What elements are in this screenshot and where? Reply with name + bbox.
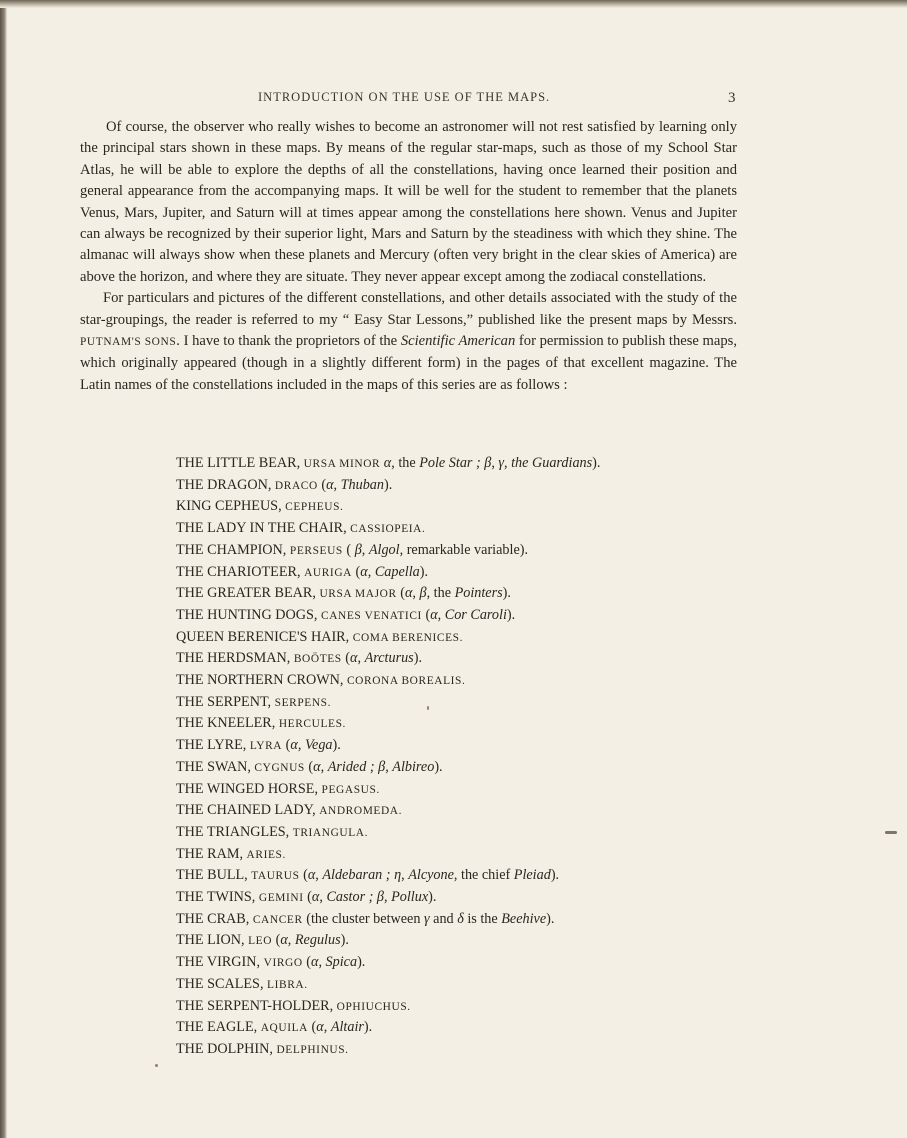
- constellation-name: THE EAGLE,: [176, 1019, 258, 1036]
- latin-name: CANCER: [252, 913, 303, 926]
- note-text: (the cluster between: [306, 910, 424, 927]
- star-name: Pointers: [454, 585, 503, 602]
- note-text: ,: [323, 1019, 331, 1036]
- latin-name: URSA MINOR: [303, 458, 381, 470]
- note-text: ).: [340, 932, 349, 949]
- paper-speck: [155, 1064, 158, 1067]
- latin-name: CASSIOPEIA.: [350, 523, 426, 536]
- constellation-name: THE TRIANGLES,: [176, 823, 290, 840]
- star-name: α: [307, 867, 316, 884]
- star-name: Alcyone: [408, 867, 454, 884]
- constellation-entry: [176, 496, 776, 518]
- constellation-entry: [176, 909, 776, 931]
- latin-name: PERSEUS: [289, 544, 343, 557]
- paragraph-2: [80, 288, 737, 396]
- running-title: INTRODUCTION ON THE USE OF THE MAPS.: [258, 90, 551, 104]
- note-text: ,: [333, 476, 341, 493]
- star-name: Vega: [304, 737, 333, 754]
- note-text: is the: [463, 910, 502, 927]
- note-text: (: [308, 758, 314, 775]
- star-name: Arided ; β: [327, 758, 386, 775]
- paragraph-1: [80, 117, 737, 288]
- latin-name: AURIGA: [304, 566, 352, 579]
- note-text: (: [345, 650, 351, 667]
- latin-name: ANDROMEDA.: [319, 805, 403, 818]
- note-text: , the: [391, 455, 420, 471]
- paragraph-1-text: Of course, the observer who really wishes to become an astronomer will not rest satisfied by learning only the principal stars shown in these maps. By means of the regular star-maps, such as those of my School Star Atlas, he will be able to explore the depths of all the constellations, having once learned their position and general appearance from the accompanying maps. It will be well for the student to remember that the planets Venus, Mars, Jupiter, and Saturn will at times appear among the constellations here shown. Venus and Jupiter can always be recognized by their superior light, Mars and Saturn by the steadiness with which they shine. The almanac will always show when these planets and Mercury (often very bright in the clear skies of America) are above the horizon, and where they are situate. They never appear except among the zodiacal constellations.: [80, 119, 737, 285]
- latin-name: DELPHINUS.: [276, 1043, 349, 1056]
- constellation-entry: [176, 627, 776, 649]
- constellation-entry: [176, 540, 776, 562]
- note-text: ,: [383, 889, 392, 906]
- note-text: (: [355, 563, 361, 580]
- note-text: (: [275, 932, 281, 949]
- constellation-name: THE NORTHERN CROWN,: [176, 672, 344, 689]
- note-text: (: [311, 1019, 317, 1036]
- constellation-entry: [176, 670, 776, 692]
- constellation-entry: [176, 865, 776, 887]
- latin-name: COMA BERENICES.: [352, 631, 464, 644]
- star-name: Pole Star ; β: [419, 455, 492, 471]
- note-text: ).: [546, 910, 555, 927]
- constellation-entry: [176, 1017, 776, 1039]
- note-text: ).: [434, 758, 443, 775]
- paper-mark: [885, 831, 897, 834]
- note-text: ).: [332, 737, 341, 754]
- latin-name: CEPHEUS.: [285, 501, 344, 514]
- constellation-entry: [176, 822, 776, 844]
- constellation-name: THE TWINS,: [176, 889, 256, 906]
- note-text: (: [321, 476, 327, 493]
- note-text: (: [346, 541, 355, 558]
- paper-speck: [427, 706, 429, 710]
- note-text: (: [306, 954, 311, 971]
- constellation-name: THE LADY IN THE CHAIR,: [176, 520, 347, 537]
- constellation-entry: [176, 952, 776, 974]
- star-name: α: [311, 889, 320, 906]
- paragraph-2-text-b: . I have to thank the proprietors of the: [176, 333, 401, 350]
- note-text: ,: [367, 563, 375, 580]
- constellation-entry: [176, 562, 776, 584]
- latin-name: CYGNUS: [254, 761, 305, 774]
- note-text: ,: [319, 889, 327, 906]
- constellation-entry: [176, 518, 776, 540]
- note-text: ,: [297, 737, 305, 754]
- latin-name: URSA MAJOR: [319, 588, 397, 601]
- latin-name: HERCULES.: [278, 718, 346, 731]
- note-text: , remarkable variable).: [399, 541, 529, 558]
- constellation-name: THE LYRE,: [176, 737, 247, 754]
- star-name: Altair: [330, 1019, 364, 1036]
- constellation-entry: [176, 800, 776, 822]
- constellation-name: THE RAM,: [176, 845, 243, 862]
- latin-name: PEGASUS.: [321, 783, 380, 796]
- note-text: ).: [419, 563, 429, 580]
- constellation-name: THE BULL,: [176, 867, 248, 884]
- star-name: α: [280, 932, 288, 949]
- latin-name: LYRA: [249, 740, 283, 753]
- constellation-name: KING CEPHEUS,: [176, 498, 282, 515]
- note-text: ,: [361, 541, 369, 558]
- constellation-name: THE SERPENT,: [176, 693, 272, 710]
- star-name: γ: [498, 455, 505, 471]
- star-name: Pollux: [391, 889, 429, 906]
- note-text: ,: [504, 455, 512, 471]
- note-text: , the: [426, 585, 455, 602]
- star-name: Arcturus: [364, 650, 414, 667]
- star-name: Beehive: [501, 910, 547, 927]
- note-text: ,: [320, 758, 328, 775]
- note-text: ,: [401, 867, 409, 884]
- constellation-name: THE VIRGIN,: [176, 954, 261, 971]
- constellation-name: THE GREATER BEAR,: [176, 585, 316, 602]
- note-text: ).: [383, 476, 393, 493]
- star-name: α: [430, 606, 438, 623]
- constellation-entry: [176, 930, 776, 952]
- constellation-name: THE DRAGON,: [176, 476, 272, 493]
- constellation-name: THE LION,: [176, 932, 245, 949]
- constellation-name: THE CHAMPION,: [176, 541, 287, 558]
- constellation-name: THE LITTLE BEAR,: [176, 455, 301, 471]
- constellation-name: THE WINGED HORSE,: [176, 780, 318, 797]
- latin-name: DRACO: [274, 479, 318, 492]
- constellation-entry: [176, 1039, 776, 1061]
- constellation-name: THE KNEELER,: [176, 715, 276, 732]
- note-text: ,: [385, 758, 393, 775]
- note-text: ).: [363, 1019, 373, 1036]
- note-text: ,: [437, 606, 445, 623]
- note-text: ,: [318, 954, 326, 971]
- constellation-name: THE SCALES,: [176, 975, 264, 992]
- star-name: α: [404, 585, 413, 602]
- star-name: Castor ; β: [326, 889, 384, 906]
- star-name: the Guardians: [511, 455, 593, 471]
- star-name: Spica: [325, 954, 358, 971]
- star-name: Cor Caroli: [444, 606, 507, 623]
- note-text: (: [285, 737, 291, 754]
- star-name: Capella: [374, 563, 420, 580]
- note-text: ,: [412, 585, 420, 602]
- note-text: ).: [506, 606, 516, 623]
- note-text: ).: [550, 867, 560, 884]
- page-number: 3: [728, 90, 736, 106]
- star-name: α: [383, 455, 392, 471]
- latin-name: ARIES.: [246, 848, 286, 861]
- star-name: Regulus: [294, 932, 341, 949]
- note-text: ).: [413, 650, 422, 667]
- star-name: γ: [424, 910, 430, 927]
- latin-name: OPHIUCHUS.: [336, 1000, 411, 1013]
- paragraph-2-text-a: For particulars and pictures of the different constellations, and other details associated with the study of the star-groupings, the reader is referred to my “ Easy Star Lessons,” published like the present maps by Messrs.: [80, 290, 737, 328]
- page-header: [0, 90, 907, 110]
- constellation-name: THE HERDSMAN,: [176, 650, 291, 667]
- constellation-entry: [176, 475, 776, 497]
- constellation-name: THE SWAN,: [176, 758, 251, 775]
- star-name: Albireo: [392, 758, 435, 775]
- constellation-entry: [176, 844, 776, 866]
- star-name: α: [313, 758, 321, 775]
- latin-name: SERPENS.: [274, 696, 332, 709]
- constellation-entry: [176, 713, 776, 735]
- note-text: (: [303, 867, 308, 884]
- note-text: , the chief: [453, 867, 514, 884]
- note-text: (: [400, 585, 405, 602]
- latin-name: TAURUS: [251, 870, 300, 883]
- star-name: α: [360, 563, 368, 580]
- note-text: ,: [287, 932, 295, 949]
- constellation-entry: [176, 453, 776, 475]
- note-text: (: [425, 606, 431, 623]
- paragraph-2-text-c: for permission to publish these maps, which originally appeared (though in a slightly different form) in the pages of that excellent magazine. The Latin names of the constellations included in the maps of this series are as follows :: [80, 333, 738, 393]
- note-text: (: [307, 889, 312, 906]
- star-name: Algol: [368, 541, 400, 558]
- constellation-name: THE SERPENT-HOLDER,: [176, 997, 334, 1014]
- constellation-name: THE HUNTING DOGS,: [176, 606, 318, 623]
- note-text: and: [429, 910, 458, 927]
- latin-name: GEMINI: [258, 892, 304, 905]
- latin-name: TRIANGULA.: [292, 826, 369, 839]
- latin-name: BOÖTES: [293, 653, 342, 666]
- note-text: ).: [428, 889, 437, 906]
- constellation-name: QUEEN BERENICE'S HAIR,: [176, 628, 350, 645]
- note-text: ).: [357, 954, 366, 971]
- star-name: Pleiad: [513, 867, 551, 884]
- latin-name: CORONA BOREALIS.: [346, 675, 466, 688]
- constellation-name: THE CHARIOTEER,: [176, 563, 301, 580]
- note-text: ).: [502, 585, 511, 602]
- magazine-name: Scientific American: [400, 333, 516, 350]
- constellation-entry: [176, 583, 776, 605]
- note-text: ,: [357, 650, 365, 667]
- latin-name: AQUILA: [260, 1022, 308, 1035]
- constellation-entry: [176, 974, 776, 996]
- constellation-entry: [176, 757, 776, 779]
- body-text: [80, 117, 737, 396]
- note-text: ,: [491, 455, 499, 471]
- publisher-name: PUTNAM'S SONS: [80, 336, 177, 349]
- latin-name: LIBRA.: [267, 978, 308, 991]
- constellation-entry: [176, 692, 776, 714]
- note-text: ).: [592, 455, 601, 471]
- latin-name: LEO: [248, 935, 273, 948]
- star-name: Thuban: [340, 476, 384, 493]
- constellation-name: THE DOLPHIN,: [176, 1040, 273, 1057]
- constellation-entry: [176, 648, 776, 670]
- star-name: α: [326, 476, 334, 493]
- star-name: β: [354, 541, 362, 558]
- latin-name: CANES VENATICI: [321, 609, 422, 622]
- constellation-name: THE CRAB,: [176, 910, 250, 927]
- star-name: α: [350, 650, 358, 667]
- star-name: Aldebaran ; η: [322, 867, 402, 884]
- star-name: α: [310, 954, 319, 971]
- star-name: β: [419, 585, 427, 602]
- star-name: δ: [457, 910, 464, 927]
- constellation-entry: [176, 887, 776, 909]
- constellation-entry: [176, 779, 776, 801]
- star-name: α: [316, 1019, 324, 1036]
- constellation-entry: [176, 605, 776, 627]
- constellation-entry: [176, 996, 776, 1018]
- constellation-list: [176, 453, 776, 1061]
- constellation-entry: [176, 735, 776, 757]
- constellation-name: THE CHAINED LADY,: [176, 802, 316, 819]
- note-text: ,: [315, 867, 323, 884]
- latin-name: VIRGO: [263, 957, 303, 970]
- star-name: α: [290, 737, 298, 754]
